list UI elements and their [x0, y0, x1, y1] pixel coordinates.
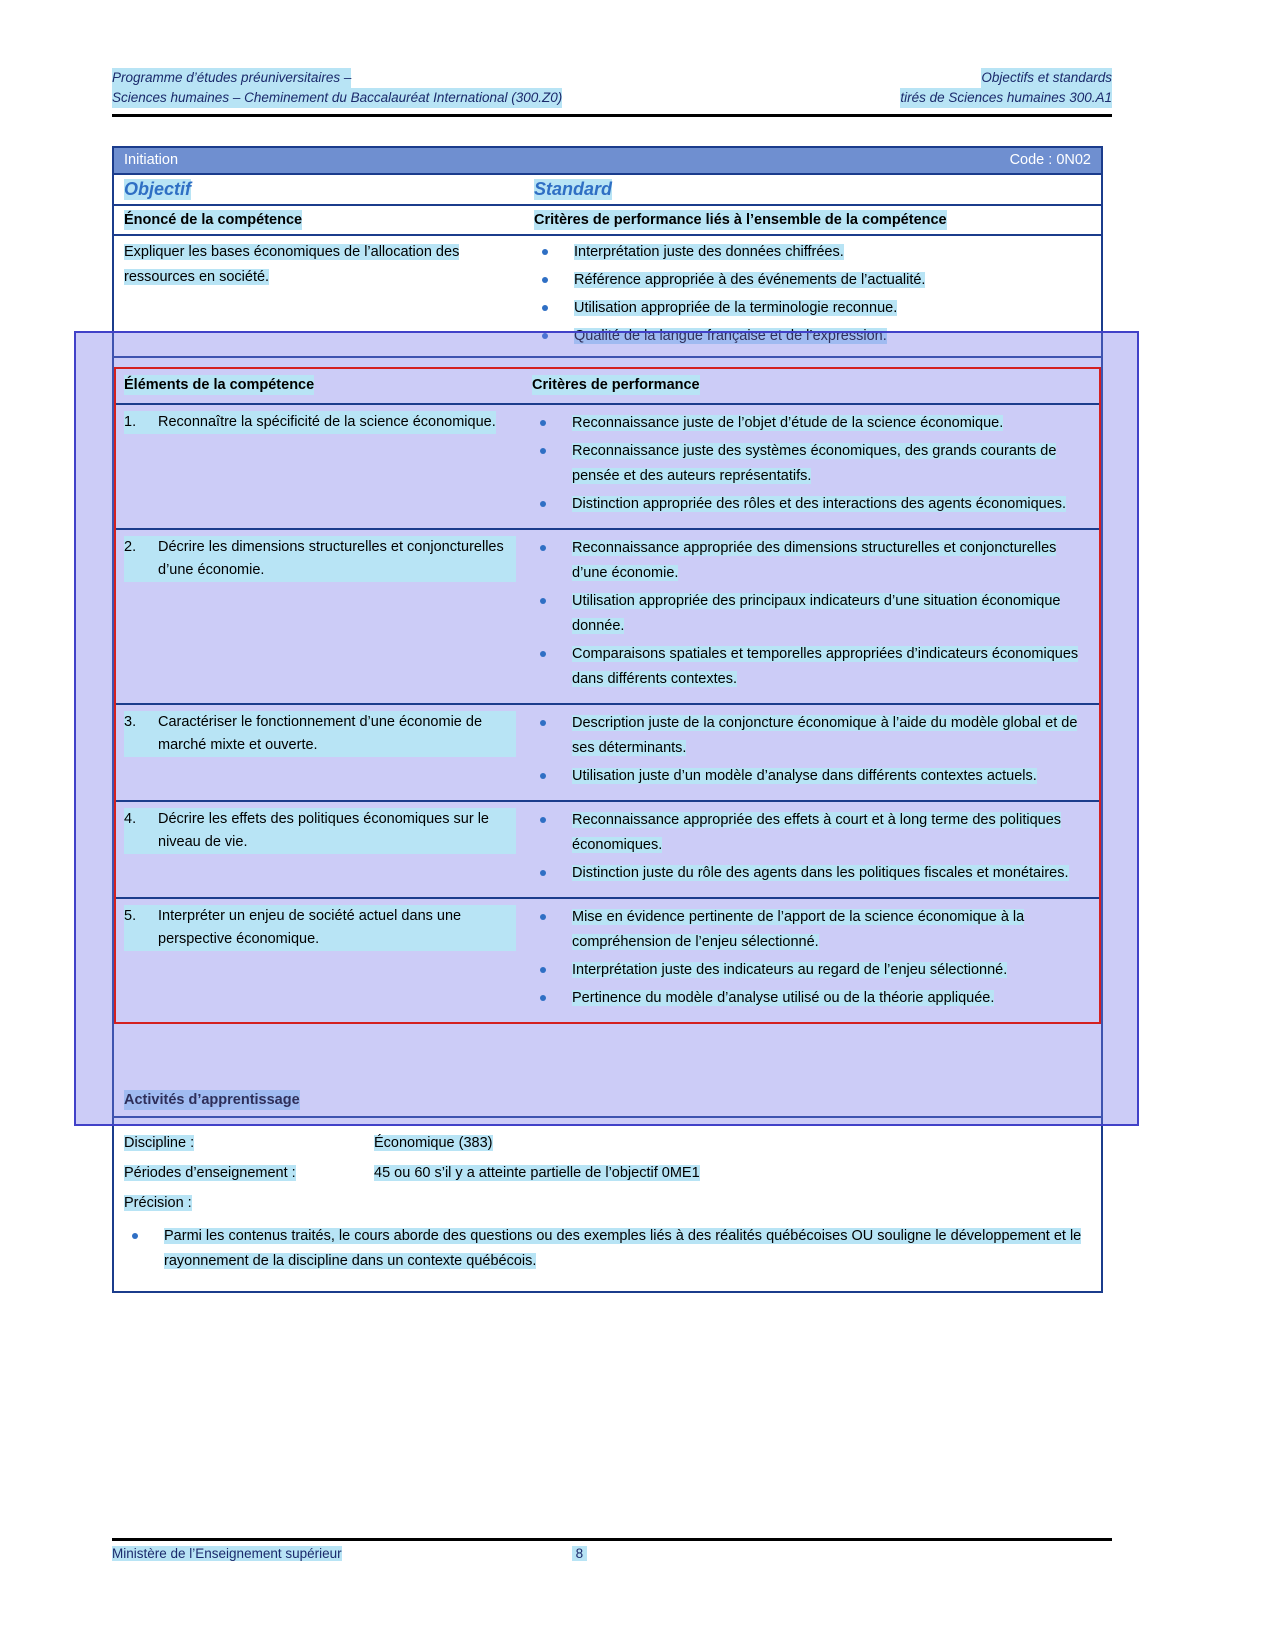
element-left-cell — [116, 802, 524, 897]
element-right-cell — [524, 530, 1099, 703]
list-item — [534, 296, 1091, 321]
bullet-icon — [540, 817, 546, 823]
elements-competence-table — [114, 367, 1101, 1024]
element-right-cell — [524, 705, 1099, 800]
criterion-text: Reconnaissance juste des systèmes économiques, des grands courants de pensée et des auteurs représentatifs. — [572, 443, 1057, 484]
precision-text: Parmi les contenus traités, le cours aborde des questions ou des exemples liés à des réalités québécoises OU souligne le développement et le rayonnement de la discipline dans un contexte québécois. — [164, 1228, 1082, 1269]
list-item — [532, 589, 1091, 639]
list-item — [532, 411, 1091, 436]
criterion-text: Distinction appropriée des rôles et des interactions des agents économiques. — [572, 496, 1067, 512]
discipline-value: Économique (383) — [374, 1135, 493, 1151]
list-item — [532, 492, 1091, 517]
bullet-icon — [542, 333, 548, 339]
enonce-head-cell — [114, 206, 524, 234]
activities-title: Activités d’apprentissage — [124, 1092, 300, 1108]
element-item — [124, 905, 516, 951]
precision-row — [124, 1188, 1091, 1218]
element-number: 1. — [124, 411, 158, 434]
header-left-line2: Sciences humaines – Cheminement du Baccalauréat International (300.Z0) — [112, 88, 562, 108]
competence-criteria-list — [534, 240, 1091, 349]
discipline-label-cell — [124, 1128, 374, 1158]
periodes-row — [124, 1158, 1091, 1188]
criterion-text: Description juste de la conjoncture économique à l’aide du modèle global et de ses déterminants. — [572, 715, 1078, 756]
element-row-1 — [116, 405, 1099, 530]
criterion-text: Utilisation appropriée des principaux indicateurs d’une situation économique donnée. — [572, 593, 1061, 634]
footer-ministry: Ministère de l’Enseignement supérieur — [112, 1546, 342, 1561]
criterion-text: Distinction juste du rôle des agents dans les politiques fiscales et monétaires. — [572, 865, 1069, 881]
objectif-cell — [114, 175, 524, 204]
element-criteria-list — [532, 411, 1091, 517]
bullet-icon — [540, 448, 546, 454]
list-item — [534, 240, 1091, 265]
discipline-value-cell — [374, 1128, 493, 1158]
element-number: 4. — [124, 808, 158, 854]
element-right-cell — [524, 802, 1099, 897]
header-row-1 — [112, 68, 1112, 88]
element-number: 3. — [124, 711, 158, 757]
criterion-text: Interprétation juste des données chiffrées. — [574, 244, 844, 260]
footer-divider — [112, 1538, 1112, 1541]
bullet-icon — [540, 545, 546, 551]
precision-label-cell — [124, 1188, 374, 1218]
element-row-2 — [116, 530, 1099, 705]
header-right-line1: Objectifs et standards — [981, 68, 1112, 88]
bullet-icon — [540, 501, 546, 507]
element-criteria-list — [532, 536, 1091, 692]
list-item — [532, 905, 1091, 955]
precision-list — [124, 1224, 1091, 1274]
activities-band — [114, 1085, 1101, 1118]
bullet-icon — [540, 420, 546, 426]
header-left-line1: Programme d’études préuniversitaires – — [112, 68, 351, 88]
element-left-cell — [116, 530, 524, 703]
element-right-cell — [524, 899, 1099, 1022]
criterion-text: Interprétation juste des indicateurs au regard de l’enjeu sélectionné. — [572, 962, 1008, 978]
criteres-head-cell — [524, 206, 1101, 234]
bullet-icon — [540, 870, 546, 876]
element-criteria-list — [532, 808, 1091, 886]
enonce-head: Énoncé de la compétence — [124, 212, 303, 228]
code-label: Code : 0N02 — [1009, 152, 1091, 168]
list-item — [534, 324, 1091, 349]
element-number: 2. — [124, 536, 158, 582]
document-footer — [112, 1546, 1112, 1561]
list-item — [532, 861, 1091, 886]
periodes-label-cell — [124, 1158, 374, 1188]
bullet-icon — [540, 914, 546, 920]
criterion-text: Reconnaissance appropriée des dimensions structurelles et conjoncturelles d’une économie. — [572, 540, 1057, 581]
element-criteria-list — [532, 905, 1091, 1011]
element-item — [124, 536, 516, 582]
bullet-icon — [540, 720, 546, 726]
standard-cell — [524, 175, 1101, 204]
precision-label: Précision : — [124, 1195, 192, 1211]
element-row-4 — [116, 802, 1099, 899]
element-number: 5. — [124, 905, 158, 951]
header-divider — [112, 114, 1112, 117]
header-row-2 — [112, 88, 1112, 108]
criteres-ensemble-head: Critères de performance liés à l’ensemble de la compétence — [534, 212, 947, 228]
element-text: Décrire les dimensions structurelles et conjoncturelles d’une économie. — [158, 536, 516, 582]
element-item — [124, 808, 516, 854]
element-left-cell — [116, 899, 524, 1022]
discipline-row — [124, 1128, 1091, 1158]
element-row-3 — [116, 705, 1099, 802]
bullet-icon — [542, 305, 548, 311]
list-item — [532, 764, 1091, 789]
element-text: Décrire les effets des politiques économiques sur le niveau de vie. — [158, 808, 516, 854]
element-row-5 — [116, 899, 1099, 1022]
document-header — [112, 68, 1112, 108]
elements-header-row — [116, 369, 1099, 405]
element-text: Interpréter un enjeu de société actuel dans une perspective économique. — [158, 905, 516, 951]
elements-head-right-cell — [524, 369, 1099, 403]
list-item — [532, 958, 1091, 983]
subheader-row — [114, 206, 1101, 236]
activities-body — [114, 1118, 1101, 1291]
element-item — [124, 711, 516, 757]
periodes-value: 45 ou 60 s’il y a atteinte partielle de l’objectif 0ME1 — [374, 1165, 700, 1181]
criterion-text: Qualité de la langue française et de l’expression. — [574, 328, 887, 344]
competence-row — [114, 236, 1101, 358]
objectif-standard-row — [114, 175, 1101, 206]
bullet-icon — [542, 277, 548, 283]
elements-head-right: Critères de performance — [532, 377, 700, 393]
periodes-label: Périodes d’enseignement : — [124, 1165, 296, 1181]
list-item — [534, 268, 1091, 293]
element-right-cell — [524, 405, 1099, 528]
discipline-label: Discipline : — [124, 1135, 195, 1151]
competence-statement-cell — [114, 236, 524, 356]
competence-criteria-cell — [524, 236, 1101, 356]
element-text: Reconnaître la spécificité de la science économique. — [158, 411, 496, 434]
bullet-icon — [540, 598, 546, 604]
list-item — [532, 439, 1091, 489]
criterion-text: Utilisation juste d’un modèle d’analyse dans différents contextes actuels. — [572, 768, 1037, 784]
list-item — [124, 1224, 1091, 1274]
bullet-icon — [540, 967, 546, 973]
list-item — [532, 808, 1091, 858]
criterion-text: Pertinence du modèle d’analyse utilisé ou de la théorie appliquée. — [572, 990, 995, 1006]
criterion-text: Référence appropriée à des événements de l’actualité. — [574, 272, 926, 288]
list-item — [532, 986, 1091, 1011]
bullet-icon — [542, 249, 548, 255]
criterion-text: Reconnaissance appropriée des effets à court et à long terme des politiques économiques. — [572, 812, 1062, 853]
competence-statement: Expliquer les bases économiques de l’allocation des ressources en société. — [124, 244, 460, 285]
periodes-value-cell — [374, 1158, 700, 1188]
criterion-text: Mise en évidence pertinente de l’apport de la science économique à la compréhension de l’enjeu sélectionné. — [572, 909, 1025, 950]
level-code-band — [114, 148, 1101, 175]
bullet-icon — [132, 1233, 138, 1239]
element-left-cell — [116, 405, 524, 528]
level-label: Initiation — [124, 152, 179, 168]
header-right-line2: tirés de Sciences humaines 300.A1 — [900, 88, 1112, 108]
element-left-cell — [116, 705, 524, 800]
elements-head-left-cell — [116, 369, 524, 403]
elements-head-left: Éléments de la compétence — [124, 377, 315, 393]
bullet-icon — [540, 651, 546, 657]
list-item — [532, 536, 1091, 586]
bullet-icon — [540, 995, 546, 1001]
footer-page-number: 8 — [572, 1546, 588, 1561]
list-item — [532, 642, 1091, 692]
list-item — [532, 711, 1091, 761]
element-item — [124, 411, 516, 434]
element-criteria-list — [532, 711, 1091, 789]
bullet-icon — [540, 773, 546, 779]
element-text: Caractériser le fonctionnement d’une économie de marché mixte et ouverte. — [158, 711, 516, 757]
standard-title: Standard — [534, 179, 613, 199]
criterion-text: Utilisation appropriée de la terminologie reconnue. — [574, 300, 898, 316]
criterion-text: Comparaisons spatiales et temporelles appropriées d’indicateurs économiques dans différents contextes. — [572, 646, 1079, 687]
criterion-text: Reconnaissance juste de l’objet d’étude de la science économique. — [572, 415, 1004, 431]
objectif-title: Objectif — [124, 179, 192, 199]
